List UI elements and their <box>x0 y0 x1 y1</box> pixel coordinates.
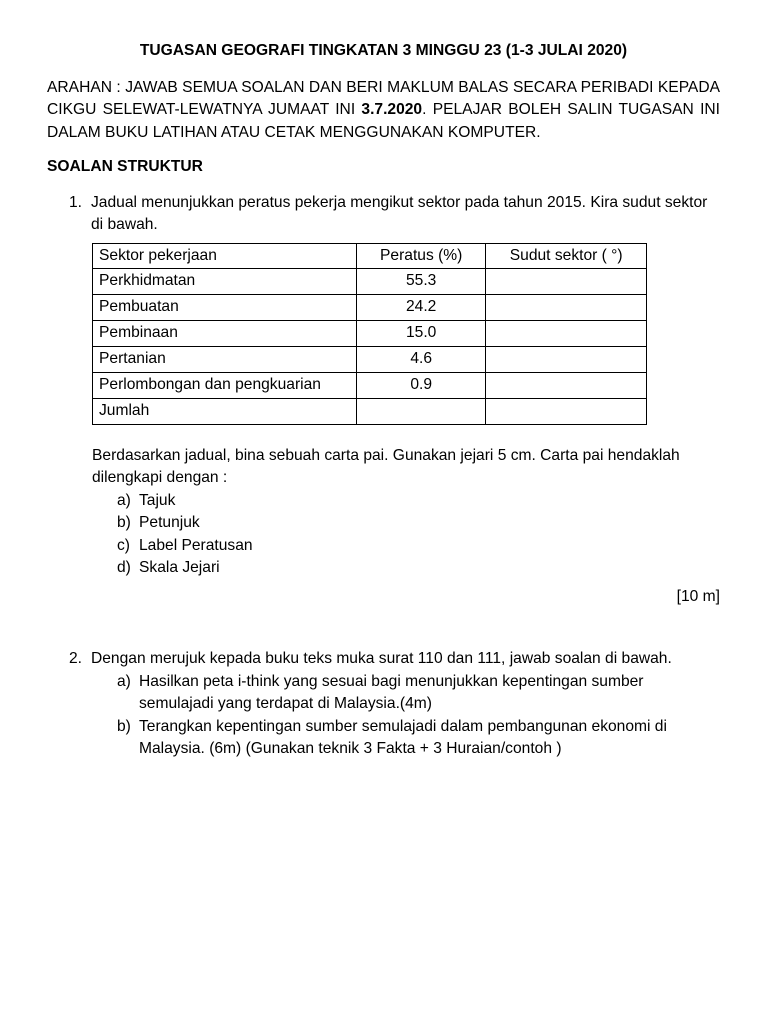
cell-sudut <box>486 346 647 372</box>
cell-sektor: Perlombongan dan pengkuarian <box>93 372 357 398</box>
question-2 <box>47 648 720 761</box>
worksheet-page <box>47 40 720 761</box>
table-row <box>93 346 647 372</box>
item-label: a) <box>117 672 131 690</box>
item-text: Label Peratusan <box>139 536 253 554</box>
item-text: Petunjuk <box>139 514 200 531</box>
item-text: Tajuk <box>139 491 176 509</box>
item-label: b) <box>117 717 131 735</box>
column-header-peratus: Peratus (%) <box>356 243 485 268</box>
question-1 <box>47 192 720 609</box>
table-row-total <box>93 398 647 424</box>
item-text: Skala Jejari <box>139 559 220 576</box>
item-label: c) <box>117 536 130 554</box>
column-header-sektor: Sektor pekerjaan <box>93 243 357 268</box>
page-title: TUGASAN GEOGRAFI TINGKATAN 3 MINGGU 23 (1-3 JULAI 2020) <box>139 42 628 59</box>
cell-peratus: 55.3 <box>356 268 485 294</box>
cell-sektor: Perkhidmatan <box>93 268 357 294</box>
cell-peratus: 0.9 <box>356 372 485 398</box>
cell-peratus: 4.6 <box>356 346 485 372</box>
pie-chart-instruction: Berdasarkan jadual, bina sebuah carta pai. Gunakan jejari 5 cm. Carta pai hendaklah dilengkapi dengan : <box>92 446 680 486</box>
column-header-sudut: Sudut sektor ( °) <box>486 243 647 268</box>
requirement-list <box>47 490 720 580</box>
list-item <box>117 512 720 535</box>
table-row <box>93 320 647 346</box>
cell-sektor: Pertanian <box>93 346 357 372</box>
table-header-row <box>93 243 647 268</box>
cell-sudut <box>486 372 647 398</box>
item-label: b) <box>117 514 131 531</box>
cell-sudut <box>486 294 647 320</box>
instructions-suffix: . PELAJAR BOLEH SALIN TUGASAN INI DALAM BUKU LATIHAN ATAU CETAK MENGGUNAKAN KOMPUTER. <box>47 101 720 141</box>
cell-sektor: Pembinaan <box>93 320 357 346</box>
cell-sudut <box>486 320 647 346</box>
list-item <box>117 535 720 558</box>
cell-peratus: 15.0 <box>356 320 485 346</box>
item-label: a) <box>117 491 131 509</box>
instructions-date: 3.7.2020 <box>361 101 423 118</box>
list-item <box>117 716 720 761</box>
question-number: 2. <box>69 650 83 667</box>
table-row <box>93 294 647 320</box>
question-text: Dengan merujuk kepada buku teks muka surat 110 dan 111, jawab soalan di bawah. <box>91 650 672 667</box>
cell-peratus <box>356 398 485 424</box>
cell-sektor: Jumlah <box>93 398 357 424</box>
question-number: 1. <box>69 193 83 211</box>
list-item <box>117 490 720 513</box>
sector-table <box>92 243 647 425</box>
instructions-text: ARAHAN : JAWAB SEMUA SOALAN DAN BERI MAKLUM BALAS SECARA PERIBADI KEPADA CIKGU SELEWAT-LEWATNYA JUMAAT INI <box>47 78 720 118</box>
item-text: Terangkan kepentingan sumber semulajadi dalam pembangunan ekonomi di Malaysia. (6m) (Gunakan teknik 3 Fakta + 3 Huraian/contoh ) <box>139 717 667 757</box>
cell-peratus: 24.2 <box>356 294 485 320</box>
table-row <box>93 268 647 294</box>
question-text: Jadual menunjukkan peratus pekerja mengikut sektor pada tahun 2015. Kira sudut sektor di bawah. <box>91 193 708 233</box>
list-item <box>117 671 720 716</box>
instructions <box>47 77 720 145</box>
cell-sudut <box>486 268 647 294</box>
cell-sektor: Pembuatan <box>93 294 357 320</box>
table-row <box>93 372 647 398</box>
item-text: Hasilkan peta i-think yang sesuai bagi menunjukkan kepentingan sumber semulajadi yang terdapat di Malaysia.(4m) <box>139 672 644 712</box>
subquestion-list <box>47 671 720 761</box>
section-heading: SOALAN STRUKTUR <box>47 158 203 175</box>
cell-sudut <box>486 398 647 424</box>
marks-label: [10 m] <box>676 587 720 605</box>
item-label: d) <box>117 559 131 576</box>
list-item <box>117 557 720 580</box>
